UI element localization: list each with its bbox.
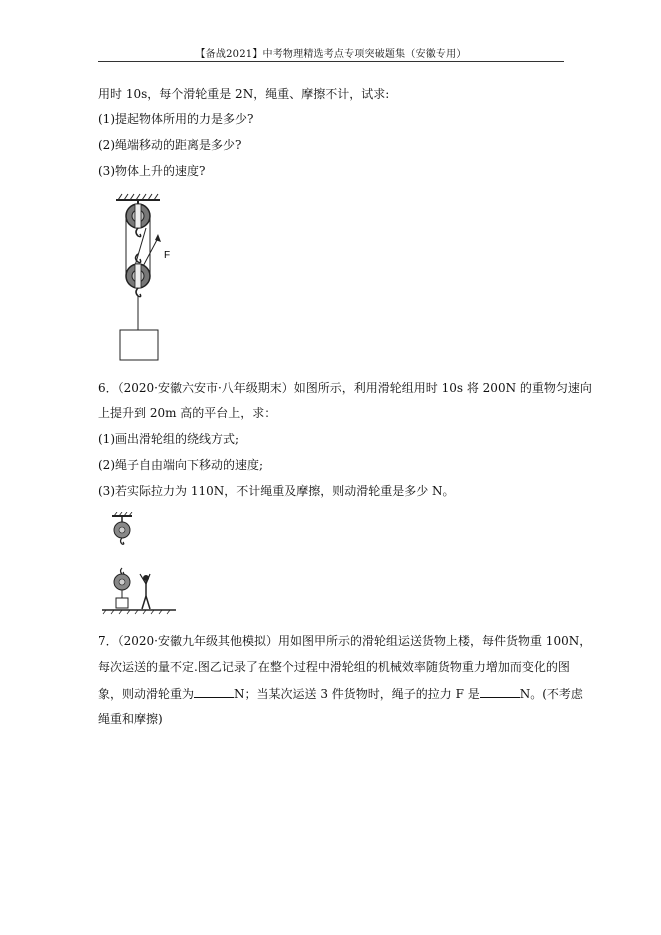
q6-item-3: (3)若实际拉力为 110N，不计绳重及摩擦，则动滑轮重是多少 N。 — [98, 484, 455, 498]
q7-line-1: 7．（2020·安徽九年级其他模拟）用如图甲所示的滑轮组运送货物上楼，每件货物重 100N， — [98, 634, 592, 648]
q7-line-3-part-c: N。(不考虑 — [519, 687, 583, 701]
q5-item-3: (3)物体上升的速度? — [98, 164, 206, 178]
pulley-figure-q6 — [100, 512, 180, 616]
q7-line-3 — [98, 685, 583, 702]
header-rule — [98, 61, 564, 62]
q6-line-1: 6．（2020·安徽六安市·八年级期末）如图所示，利用滑轮组用时 10s 将 200N 的重物匀速向 — [98, 381, 592, 395]
q5-intro: 用时 10s，每个滑轮重是 2N，绳重、摩擦不计，试求: — [98, 87, 390, 101]
q7-line-3-part-b: N；当某次运送 3 件货物时，绳子的拉力 F 是 — [234, 687, 480, 701]
q6-line-2: 上提升到 20m 高的平台上，求： — [98, 406, 277, 420]
pulley-figure-q5 — [110, 192, 190, 364]
answer-blank-1[interactable] — [194, 685, 234, 698]
q5-item-1: (1)提起物体所用的力是多少? — [98, 112, 254, 126]
force-label: F — [164, 250, 171, 261]
q7-line-2: 每次运送的量不定.图乙记录了在整个过程中滑轮组的机械效率随货物重力增加而变化的图 — [98, 660, 570, 674]
page-header: 【备战2021】中考物理精选考点专项突破题集（安徽专用） — [195, 49, 467, 60]
q5-item-2: (2)绳端移动的距离是多少? — [98, 138, 242, 152]
answer-blank-2[interactable] — [480, 685, 520, 698]
q6-item-2: (2)绳子自由端向下移动的速度; — [98, 458, 264, 472]
q6-item-1: (1)画出滑轮组的绕线方式; — [98, 432, 240, 446]
q7-line-4: 绳重和摩擦) — [98, 712, 163, 726]
q7-line-3-part-a: 象，则动滑轮重为 — [98, 687, 195, 701]
